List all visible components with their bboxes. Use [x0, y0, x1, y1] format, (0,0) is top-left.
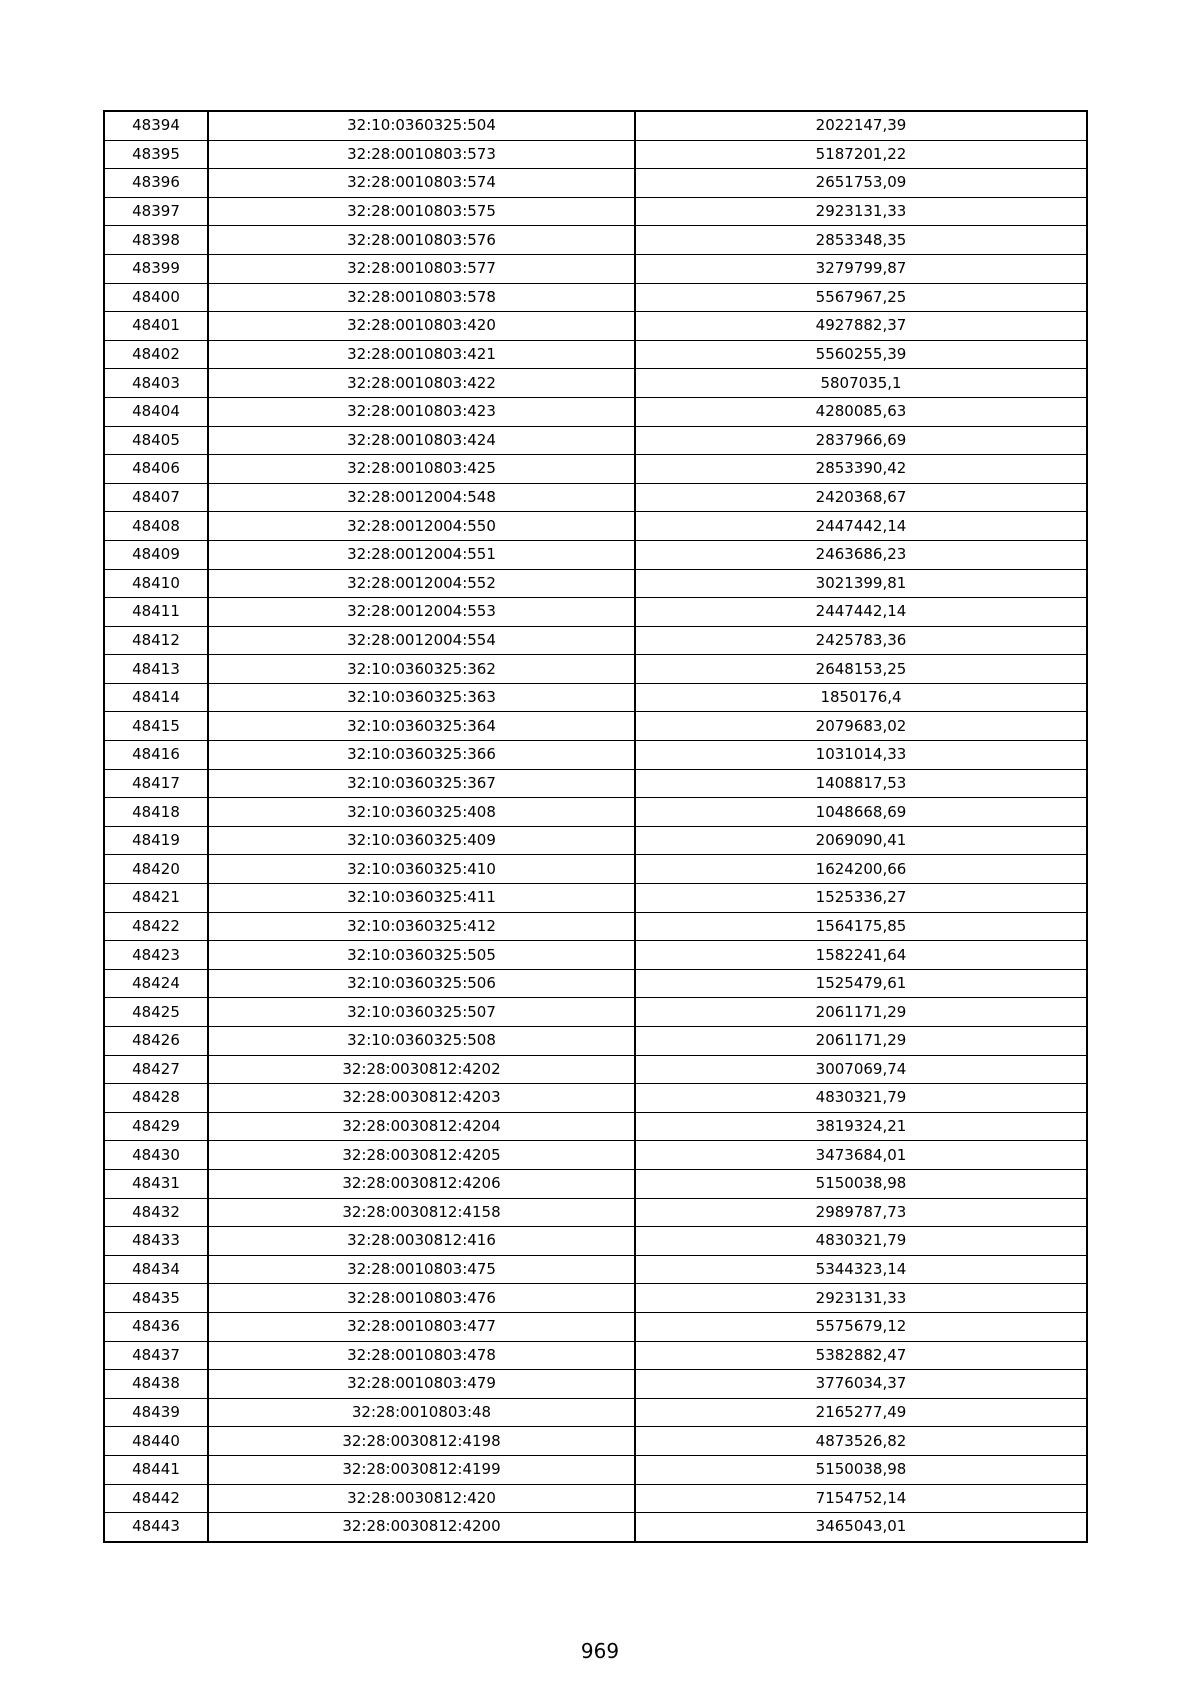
table-row [104, 455, 1087, 484]
value-cell: 3007069,74 [635, 1055, 1087, 1084]
row-number-cell: 48441 [104, 1455, 208, 1484]
cadastral-number-cell: 32:10:0360325:409 [208, 826, 635, 855]
value-cell: 2079683,02 [635, 712, 1087, 741]
value-cell: 2061171,29 [635, 1027, 1087, 1056]
table-row [104, 569, 1087, 598]
table-row [104, 312, 1087, 341]
cadastral-number-cell: 32:10:0360325:367 [208, 769, 635, 798]
value-cell: 5382882,47 [635, 1341, 1087, 1370]
value-cell: 3819324,21 [635, 1112, 1087, 1141]
cadastral-number-cell: 32:10:0360325:363 [208, 683, 635, 712]
row-number-cell: 48417 [104, 769, 208, 798]
row-number-cell: 48401 [104, 312, 208, 341]
cadastral-number-cell: 32:10:0360325:362 [208, 655, 635, 684]
row-number-cell: 48402 [104, 340, 208, 369]
row-number-cell: 48419 [104, 826, 208, 855]
row-number-cell: 48434 [104, 1255, 208, 1284]
row-number-cell: 48436 [104, 1312, 208, 1341]
cadastral-number-cell: 32:28:0010803:574 [208, 169, 635, 198]
row-number-cell: 48421 [104, 884, 208, 913]
table-row [104, 397, 1087, 426]
cadastral-number-cell: 32:28:0030812:4202 [208, 1055, 635, 1084]
cadastral-number-cell: 32:10:0360325:411 [208, 884, 635, 913]
value-cell: 2837966,69 [635, 426, 1087, 455]
value-cell: 5575679,12 [635, 1312, 1087, 1341]
cadastral-number-cell: 32:10:0360325:506 [208, 969, 635, 998]
value-cell: 5567967,25 [635, 283, 1087, 312]
row-number-cell: 48407 [104, 483, 208, 512]
table-row [104, 1084, 1087, 1113]
value-cell: 4280085,63 [635, 397, 1087, 426]
value-cell: 3021399,81 [635, 569, 1087, 598]
table-row [104, 283, 1087, 312]
value-cell: 2420368,67 [635, 483, 1087, 512]
cadastral-number-cell: 32:28:0030812:4206 [208, 1169, 635, 1198]
cadastral-number-cell: 32:28:0030812:4158 [208, 1198, 635, 1227]
table-row [104, 712, 1087, 741]
cadastral-number-cell: 32:28:0012004:551 [208, 540, 635, 569]
row-number-cell: 48424 [104, 969, 208, 998]
value-cell: 3473684,01 [635, 1141, 1087, 1170]
cadastral-number-cell: 32:28:0030812:4198 [208, 1427, 635, 1456]
cadastral-number-cell: 32:28:0012004:548 [208, 483, 635, 512]
table-row [104, 426, 1087, 455]
table-row [104, 598, 1087, 627]
table-row [104, 1027, 1087, 1056]
table-row [104, 912, 1087, 941]
row-number-cell: 48404 [104, 397, 208, 426]
table-row [104, 1141, 1087, 1170]
value-cell: 2923131,33 [635, 1284, 1087, 1313]
table-row [104, 741, 1087, 770]
row-number-cell: 48413 [104, 655, 208, 684]
value-cell: 2923131,33 [635, 197, 1087, 226]
row-number-cell: 48429 [104, 1112, 208, 1141]
value-cell: 1582241,64 [635, 941, 1087, 970]
row-number-cell: 48395 [104, 140, 208, 169]
value-cell: 5344323,14 [635, 1255, 1087, 1284]
row-number-cell: 48398 [104, 226, 208, 255]
cadastral-number-cell: 32:28:0012004:554 [208, 626, 635, 655]
page-number: 969 [580, 1639, 620, 1663]
table-row [104, 855, 1087, 884]
value-cell: 2648153,25 [635, 655, 1087, 684]
table-row [104, 884, 1087, 913]
value-cell: 7154752,14 [635, 1484, 1087, 1513]
table-row [104, 1198, 1087, 1227]
value-cell: 2853348,35 [635, 226, 1087, 255]
table-row [104, 483, 1087, 512]
value-cell: 3776034,37 [635, 1370, 1087, 1399]
value-cell: 2989787,73 [635, 1198, 1087, 1227]
value-cell: 4873526,82 [635, 1427, 1087, 1456]
table-row [104, 1312, 1087, 1341]
table-row [104, 540, 1087, 569]
table-row [104, 369, 1087, 398]
table-row [104, 1112, 1087, 1141]
cadastral-number-cell: 32:28:0010803:477 [208, 1312, 635, 1341]
cadastral-number-cell: 32:28:0010803:424 [208, 426, 635, 455]
table-row [104, 1255, 1087, 1284]
row-number-cell: 48420 [104, 855, 208, 884]
value-cell: 4830321,79 [635, 1227, 1087, 1256]
row-number-cell: 48426 [104, 1027, 208, 1056]
value-cell: 1850176,4 [635, 683, 1087, 712]
value-cell: 1525479,61 [635, 969, 1087, 998]
row-number-cell: 48428 [104, 1084, 208, 1113]
row-number-cell: 48405 [104, 426, 208, 455]
cadastral-number-cell: 32:10:0360325:505 [208, 941, 635, 970]
value-cell: 5150038,98 [635, 1169, 1087, 1198]
value-cell: 2425783,36 [635, 626, 1087, 655]
table-row [104, 941, 1087, 970]
cadastral-number-cell: 32:28:0012004:550 [208, 512, 635, 541]
table-row [104, 512, 1087, 541]
row-number-cell: 48422 [104, 912, 208, 941]
row-number-cell: 48406 [104, 455, 208, 484]
cadastral-number-cell: 32:28:0012004:552 [208, 569, 635, 598]
cadastral-number-cell: 32:28:0010803:577 [208, 254, 635, 283]
table-row [104, 226, 1087, 255]
cadastral-number-cell: 32:10:0360325:408 [208, 798, 635, 827]
value-cell: 2447442,14 [635, 512, 1087, 541]
table-row [104, 197, 1087, 226]
cadastral-number-cell: 32:28:0010803:475 [208, 1255, 635, 1284]
cadastral-number-cell: 32:28:0010803:422 [208, 369, 635, 398]
row-number-cell: 48397 [104, 197, 208, 226]
cadastral-number-cell: 32:28:0010803:578 [208, 283, 635, 312]
table-row [104, 169, 1087, 198]
value-cell: 1564175,85 [635, 912, 1087, 941]
table-row [104, 1455, 1087, 1484]
row-number-cell: 48409 [104, 540, 208, 569]
row-number-cell: 48408 [104, 512, 208, 541]
cadastral-number-cell: 32:28:0012004:553 [208, 598, 635, 627]
table-row [104, 1370, 1087, 1399]
value-cell: 2447442,14 [635, 598, 1087, 627]
row-number-cell: 48438 [104, 1370, 208, 1399]
cadastral-number-cell: 32:10:0360325:410 [208, 855, 635, 884]
row-number-cell: 48439 [104, 1398, 208, 1427]
table-row [104, 1484, 1087, 1513]
cadastral-number-cell: 32:10:0360325:364 [208, 712, 635, 741]
row-number-cell: 48410 [104, 569, 208, 598]
cadastral-number-cell: 32:28:0030812:4200 [208, 1513, 635, 1542]
cadastral-number-cell: 32:10:0360325:504 [208, 111, 635, 140]
cadastral-number-cell: 32:10:0360325:508 [208, 1027, 635, 1056]
table-row [104, 1055, 1087, 1084]
row-number-cell: 48443 [104, 1513, 208, 1542]
row-number-cell: 48430 [104, 1141, 208, 1170]
table-row [104, 340, 1087, 369]
value-cell: 2069090,41 [635, 826, 1087, 855]
row-number-cell: 48442 [104, 1484, 208, 1513]
value-cell: 4830321,79 [635, 1084, 1087, 1113]
row-number-cell: 48418 [104, 798, 208, 827]
value-cell: 2061171,29 [635, 998, 1087, 1027]
row-number-cell: 48396 [104, 169, 208, 198]
value-cell: 5187201,22 [635, 140, 1087, 169]
value-cell: 1048668,69 [635, 798, 1087, 827]
value-cell: 3465043,01 [635, 1513, 1087, 1542]
table-row [104, 1284, 1087, 1313]
cadastral-number-cell: 32:28:0030812:4203 [208, 1084, 635, 1113]
row-number-cell: 48425 [104, 998, 208, 1027]
cadastral-number-cell: 32:28:0010803:48 [208, 1398, 635, 1427]
cadastral-number-cell: 32:10:0360325:507 [208, 998, 635, 1027]
row-number-cell: 48411 [104, 598, 208, 627]
cadastral-number-cell: 32:28:0010803:476 [208, 1284, 635, 1313]
cadastral-number-cell: 32:28:0010803:479 [208, 1370, 635, 1399]
value-cell: 1624200,66 [635, 855, 1087, 884]
table-row [104, 1427, 1087, 1456]
table-row [104, 655, 1087, 684]
row-number-cell: 48399 [104, 254, 208, 283]
table-row [104, 1341, 1087, 1370]
cadastral-number-cell: 32:28:0010803:421 [208, 340, 635, 369]
table-row [104, 683, 1087, 712]
table-row [104, 769, 1087, 798]
value-cell: 5150038,98 [635, 1455, 1087, 1484]
row-number-cell: 48394 [104, 111, 208, 140]
table-row [104, 969, 1087, 998]
cadastral-number-cell: 32:28:0010803:423 [208, 397, 635, 426]
cadastral-number-cell: 32:28:0010803:425 [208, 455, 635, 484]
cadastral-value-table [103, 110, 1088, 1543]
row-number-cell: 48433 [104, 1227, 208, 1256]
row-number-cell: 48414 [104, 683, 208, 712]
cadastral-number-cell: 32:28:0030812:4205 [208, 1141, 635, 1170]
row-number-cell: 48435 [104, 1284, 208, 1313]
cadastral-number-cell: 32:28:0010803:478 [208, 1341, 635, 1370]
cadastral-number-cell: 32:10:0360325:366 [208, 741, 635, 770]
row-number-cell: 48423 [104, 941, 208, 970]
value-cell: 5560255,39 [635, 340, 1087, 369]
value-cell: 1031014,33 [635, 741, 1087, 770]
value-cell: 2165277,49 [635, 1398, 1087, 1427]
row-number-cell: 48432 [104, 1198, 208, 1227]
table-row [104, 798, 1087, 827]
cadastral-number-cell: 32:28:0030812:4199 [208, 1455, 635, 1484]
value-cell: 1408817,53 [635, 769, 1087, 798]
table-row [104, 826, 1087, 855]
value-cell: 3279799,87 [635, 254, 1087, 283]
table-row [104, 998, 1087, 1027]
row-number-cell: 48437 [104, 1341, 208, 1370]
row-number-cell: 48427 [104, 1055, 208, 1084]
cadastral-number-cell: 32:28:0030812:420 [208, 1484, 635, 1513]
value-cell: 2651753,09 [635, 169, 1087, 198]
cadastral-number-cell: 32:28:0030812:4204 [208, 1112, 635, 1141]
value-cell: 1525336,27 [635, 884, 1087, 913]
table-row [104, 1513, 1087, 1542]
table-row [104, 1398, 1087, 1427]
cadastral-number-cell: 32:28:0010803:576 [208, 226, 635, 255]
row-number-cell: 48416 [104, 741, 208, 770]
table-row [104, 626, 1087, 655]
row-number-cell: 48440 [104, 1427, 208, 1456]
row-number-cell: 48403 [104, 369, 208, 398]
row-number-cell: 48400 [104, 283, 208, 312]
table-row [104, 1169, 1087, 1198]
row-number-cell: 48431 [104, 1169, 208, 1198]
cadastral-number-cell: 32:28:0010803:420 [208, 312, 635, 341]
cadastral-number-cell: 32:28:0030812:416 [208, 1227, 635, 1256]
value-cell: 2463686,23 [635, 540, 1087, 569]
value-cell: 4927882,37 [635, 312, 1087, 341]
table-row [104, 140, 1087, 169]
value-cell: 2853390,42 [635, 455, 1087, 484]
value-cell: 5807035,1 [635, 369, 1087, 398]
row-number-cell: 48415 [104, 712, 208, 741]
value-cell: 2022147,39 [635, 111, 1087, 140]
cadastral-number-cell: 32:10:0360325:412 [208, 912, 635, 941]
table-row [104, 254, 1087, 283]
row-number-cell: 48412 [104, 626, 208, 655]
table-row [104, 1227, 1087, 1256]
cadastral-number-cell: 32:28:0010803:573 [208, 140, 635, 169]
cadastral-number-cell: 32:28:0010803:575 [208, 197, 635, 226]
table-row [104, 111, 1087, 140]
